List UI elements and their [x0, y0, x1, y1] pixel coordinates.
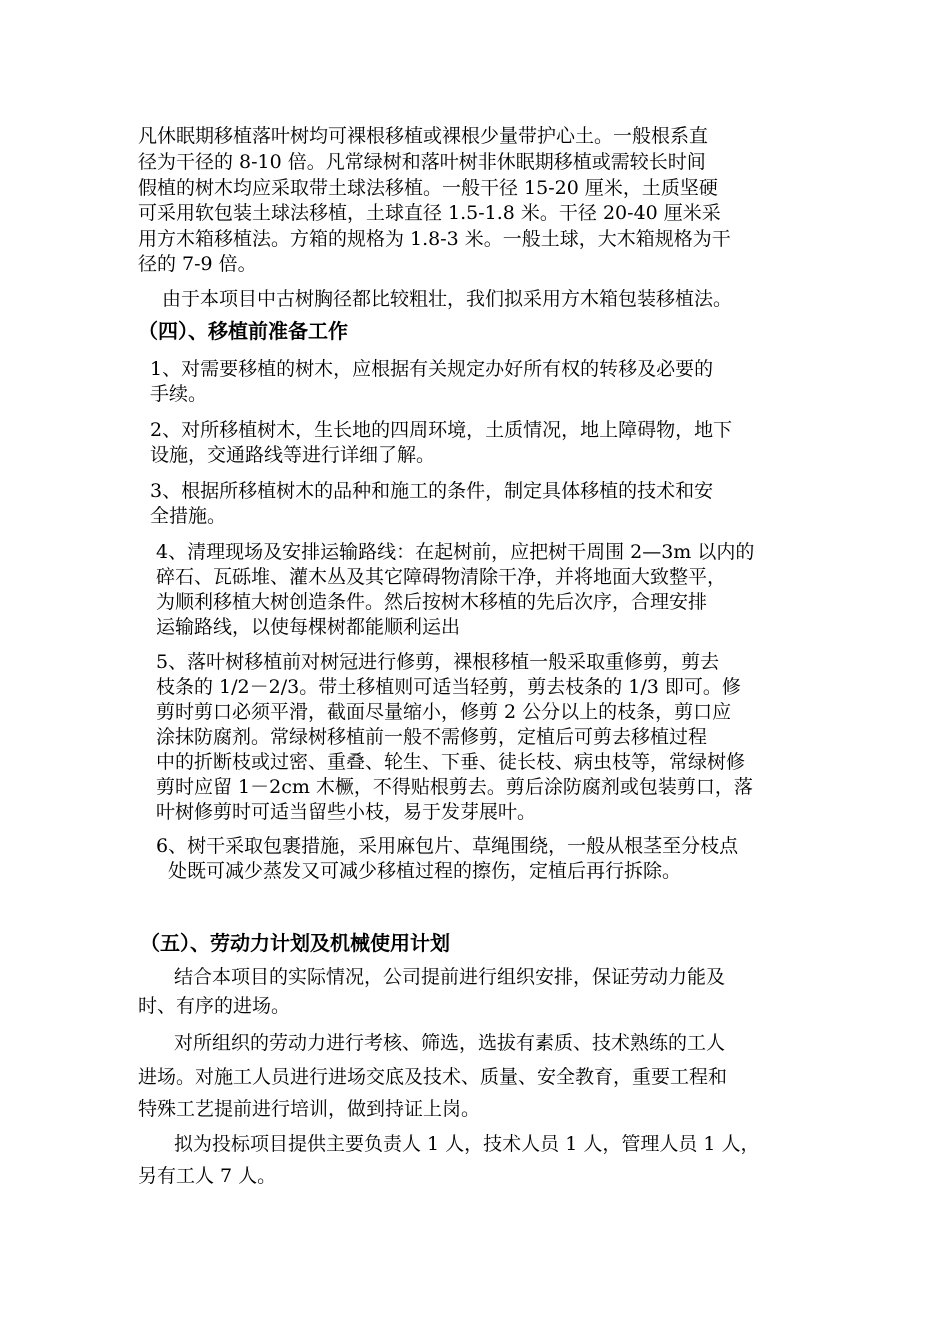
- item5-line6: 剪时应留 1－2cm 木橛，不得贴根剪去。剪后涂防腐剂或包装剪口，落: [156, 776, 753, 798]
- item4-line4: 运输路线，以使每棵树都能顺利运出: [156, 616, 461, 638]
- item1-line1: 1、对需要移植的树木，应根据有关规定办好所有权的转移及必要的: [150, 358, 714, 380]
- para1-line3: 假植的树木均应采取带土球法移植。一般干径 15-20 厘米，土质坚硬: [138, 177, 718, 199]
- para5a-line2: 时、有序的进场。: [138, 995, 291, 1017]
- para2: 由于本项目中古树胸径都比较粗壮，我们拟采用方木箱包装移植法。: [162, 288, 733, 310]
- item5-line1: 5、落叶树移植前对树冠进行修剪，裸根移植一般采取重修剪，剪去: [156, 651, 720, 673]
- para1-line1: 凡休眠期移植落叶树均可裸根移植或裸根少量带护心土。一般根系直: [138, 125, 709, 147]
- item6-line1: 6、树干采取包裹措施，采用麻包片、草绳围绕，一般从根茎至分枝点: [156, 835, 739, 857]
- para5c-line1: 拟为投标项目提供主要负责人 1 人，技术人员 1 人，管理人员 1 人，: [174, 1133, 760, 1155]
- item4-line2: 碎石、瓦砾堆、灌木丛及其它障碍物清除干净，并将地面大致整平，: [156, 566, 727, 588]
- item5-line7: 叶树修剪时可适当留些小枝，易于发芽展叶。: [156, 801, 537, 823]
- item5-line5: 中的折断枝或过密、重叠、轮生、下垂、徒长枝、病虫枝等，常绿树修: [156, 751, 746, 773]
- para5c-line2: 另有工人 7 人。: [138, 1165, 277, 1187]
- para1-line5: 用方木箱移植法。方箱的规格为 1.8-3 米。一般土球，大木箱规格为干: [138, 228, 731, 250]
- section-heading-5: （五）、劳动力计划及机械使用计划: [140, 931, 450, 955]
- para5b-line3: 特殊工艺提前进行培训，做到持证上岗。: [138, 1098, 481, 1120]
- para5a-line1: 结合本项目的实际情况，公司提前进行组织安排，保证劳动力能及: [174, 966, 726, 988]
- item2-line1: 2、对所移植树木，生长地的四周环境，土质情况，地上障碍物，地下: [150, 419, 733, 441]
- section-heading-4: （四）、移植前准备工作: [138, 319, 348, 343]
- item5-line4: 涂抹防腐剂。常绿树移植前一般不需修剪，定植后可剪去移植过程: [156, 726, 708, 748]
- para5b-line2: 进场。对施工人员进行进场交底及技术、质量、安全教育，重要工程和: [138, 1066, 728, 1088]
- item4-line3: 为顺利移植大树创造条件。然后按树木移植的先后次序，合理安排: [156, 591, 708, 613]
- para1-line6: 径的 7-9 倍。: [138, 253, 257, 275]
- item4-line1: 4、清理现场及安排运输路线：在起树前，应把树干周围 2—3m 以内的: [156, 541, 755, 563]
- para1-line2: 径为干径的 8-10 倍。凡常绿树和落叶树非休眠期移植或需较长时间: [138, 151, 706, 173]
- item3-line1: 3、根据所移植树木的品种和施工的条件，制定具体移植的技术和安: [150, 480, 714, 502]
- item3-line2: 全措施。: [150, 505, 227, 527]
- para5b-line1: 对所组织的劳动力进行考核、筛选，选拔有素质、技术熟练的工人: [174, 1032, 726, 1054]
- para1-line4: 可采用软包装土球法移植，土球直径 1.5-1.8 米。干径 20-40 厘米采: [138, 202, 721, 224]
- item5-line2: 枝条的 1/2－2/3。带土移植则可适当轻剪，剪去枝条的 1/3 即可。修: [156, 676, 741, 698]
- item5-line3: 剪时剪口必须平滑，截面尽量缩小，修剪 2 公分以上的枝条，剪口应: [156, 701, 732, 723]
- item1-line2: 手续。: [150, 383, 208, 405]
- item2-line2: 设施，交通路线等进行详细了解。: [150, 444, 436, 466]
- item6-line2: 处既可减少蒸发又可减少移植过程的擦伤，定植后再行拆除。: [168, 860, 682, 882]
